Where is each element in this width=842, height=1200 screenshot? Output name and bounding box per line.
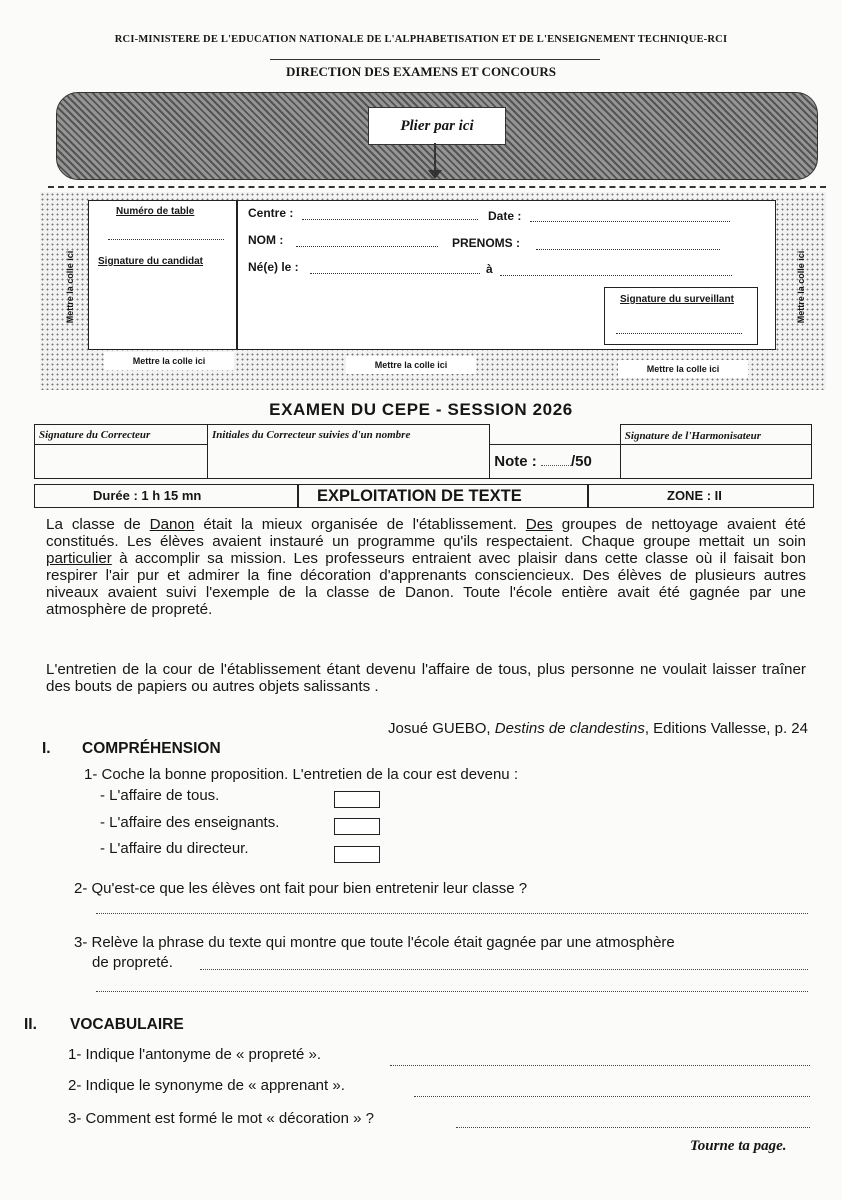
date-field[interactable] (530, 220, 730, 222)
note-label: Note : (494, 453, 537, 470)
source-author: Josué GUEBO, (388, 720, 495, 737)
glue-label-bottom-right: Mettre la colle ici (618, 360, 748, 378)
q3-answer-line-2[interactable] (96, 990, 808, 992)
comprehension-q1: 1- Coche la bonne proposition. L'entretien de la cour est devenu : (84, 766, 518, 783)
grading-table (34, 424, 812, 479)
table-number-field[interactable] (108, 238, 224, 240)
passage-text: groupes de nettoyage avaient été constitués. Les élèves avaient instauré un programme qu'ils respectaient. Chaque groupe mettait un soin (46, 516, 806, 550)
header-divider (270, 59, 600, 60)
section-1-numeral: I. (42, 740, 51, 757)
corrector-signature-cell[interactable] (35, 445, 208, 479)
passage-paragraph-1 (46, 516, 806, 618)
candidate-signature-label: Signature du candidat (98, 256, 204, 267)
prenoms-field[interactable] (536, 248, 720, 250)
table-number-label: Numéro de table (116, 206, 195, 217)
direction-title: DIRECTION DES EXAMENS ET CONCOURS (286, 64, 556, 79)
turn-page-note: Tourne ta page. (690, 1138, 787, 1154)
passage-text: était la mieux organisée de l'établissement. (194, 516, 526, 533)
option-1-label: - L'affaire de tous. (100, 787, 220, 804)
nom-field[interactable] (296, 245, 438, 247)
option-2-checkbox[interactable] (334, 818, 380, 835)
source-publisher: , Editions Vallesse, p. 24 (644, 720, 808, 737)
passage-text: La classe de (46, 516, 150, 533)
arrow-head-icon (428, 170, 442, 179)
passage-underlined-particulier: particulier (46, 550, 112, 567)
centre-field[interactable] (302, 218, 478, 220)
corrector-initials-cell[interactable] (208, 445, 490, 479)
note-value-field[interactable] (541, 465, 571, 466)
comprehension-q2: 2- Qu'est-ce que les élèves ont fait pour bien entretenir leur classe ? (74, 880, 528, 897)
passage-underlined-des: Des (525, 516, 553, 533)
date-label: Date : (488, 209, 522, 223)
fold-label: Plier par ici (368, 107, 506, 145)
prenoms-label: PRENOMS : (452, 236, 521, 250)
nom-label: NOM : (248, 233, 284, 247)
corrector-signature-header: Signature du Correcteur (39, 429, 151, 441)
vocab-q3-answer-line[interactable] (456, 1126, 810, 1128)
harmonizer-signature-cell[interactable] (620, 445, 811, 479)
vocabulary-q3: 3- Comment est formé le mot « décoration » ? (68, 1110, 374, 1127)
vocab-q1-answer-line[interactable] (390, 1064, 810, 1066)
birthplace-label: à (486, 262, 493, 276)
zone: ZONE : II (667, 488, 722, 503)
glue-label-right: Mettre la colle ici (796, 250, 806, 324)
vocab-q2-answer-line[interactable] (414, 1095, 810, 1097)
exam-info-bar (34, 484, 814, 508)
q3-answer-line-1[interactable] (200, 968, 808, 970)
info-divider-2 (587, 485, 589, 507)
glue-label-left: Mettre la colle ici (65, 250, 75, 324)
section-1-title: COMPRÉHENSION (82, 740, 221, 757)
birthdate-field[interactable] (310, 272, 480, 274)
source-title: Destins de clandestins (494, 720, 645, 737)
id-box-separator (236, 200, 238, 350)
option-1-checkbox[interactable] (334, 791, 380, 808)
supervisor-signature-field[interactable] (616, 332, 742, 334)
info-divider-1 (297, 485, 299, 507)
centre-label: Centre : (248, 206, 294, 220)
harmonizer-signature-header: Signature de l'Harmonisateur (624, 430, 762, 442)
vocabulary-q2: 2- Indique le synonyme de « apprenant ». (68, 1077, 345, 1094)
supervisor-signature-label: Signature du surveillant (620, 294, 734, 305)
passage-underlined-danon: Danon (149, 516, 195, 533)
vocabulary-q1: 1- Indique l'antonyme de « propreté ». (68, 1046, 322, 1063)
q2-answer-line[interactable] (96, 912, 808, 914)
corrector-initials-header: Initiales du Correcteur suivies d'un nombre (212, 429, 411, 441)
cut-line (48, 186, 826, 188)
down-arrow-icon (434, 143, 436, 173)
section-2-numeral: II. (24, 1016, 37, 1033)
passage-source (300, 720, 808, 737)
section-2-title: VOCABULAIRE (70, 1016, 184, 1033)
note-spacer (490, 425, 621, 445)
glue-label-bottom-left: Mettre la colle ici (104, 352, 234, 370)
subject-title: EXPLOITATION DE TEXTE (317, 487, 522, 505)
option-2-label: - L'affaire des enseignants. (100, 814, 280, 831)
passage-paragraph-2: L'entretien de la cour de l'établissement étant devenu l'affaire de tous, plus personne ne voulait laisser traîner des bouts de papiers ou autres objets salissants . (46, 661, 806, 695)
birthplace-field[interactable] (500, 274, 732, 276)
passage-text: à accomplir sa mission. Les professeurs entraient avec plaisir dans cette classe où il faisait bon respirer l'air pur et admirer la fine décoration d'apprenants consciencieux. Des élèves de plusieurs autres niveaux avaient suivi l'exemple de la classe de Danon. Toute l'école entière avait été gagnée par une atmosphère de propreté. (46, 550, 806, 618)
option-3-label: - L'affaire du directeur. (100, 840, 249, 857)
comprehension-q3-line2: de propreté. (92, 954, 173, 971)
comprehension-q3-line1: 3- Relève la phrase du texte qui montre que toute l'école était gagnée par une atmosphère (74, 934, 675, 951)
birthdate-label: Né(e) le : (248, 260, 299, 274)
glue-label-bottom-center: Mettre la colle ici (346, 356, 476, 374)
note-max: /50 (570, 453, 592, 470)
note-cell[interactable] (490, 445, 621, 479)
option-3-checkbox[interactable] (334, 846, 380, 863)
duration: Durée : 1 h 15 mn (93, 488, 202, 503)
ministry-header: RCI-MINISTERE DE L'EDUCATION NATIONALE DE L'ALPHABETISATION ET DE L'ENSEIGNEMENT TECHNIQUE-RCI (114, 34, 728, 45)
exam-title: EXAMEN DU CEPE - SESSION 2026 (269, 400, 573, 419)
